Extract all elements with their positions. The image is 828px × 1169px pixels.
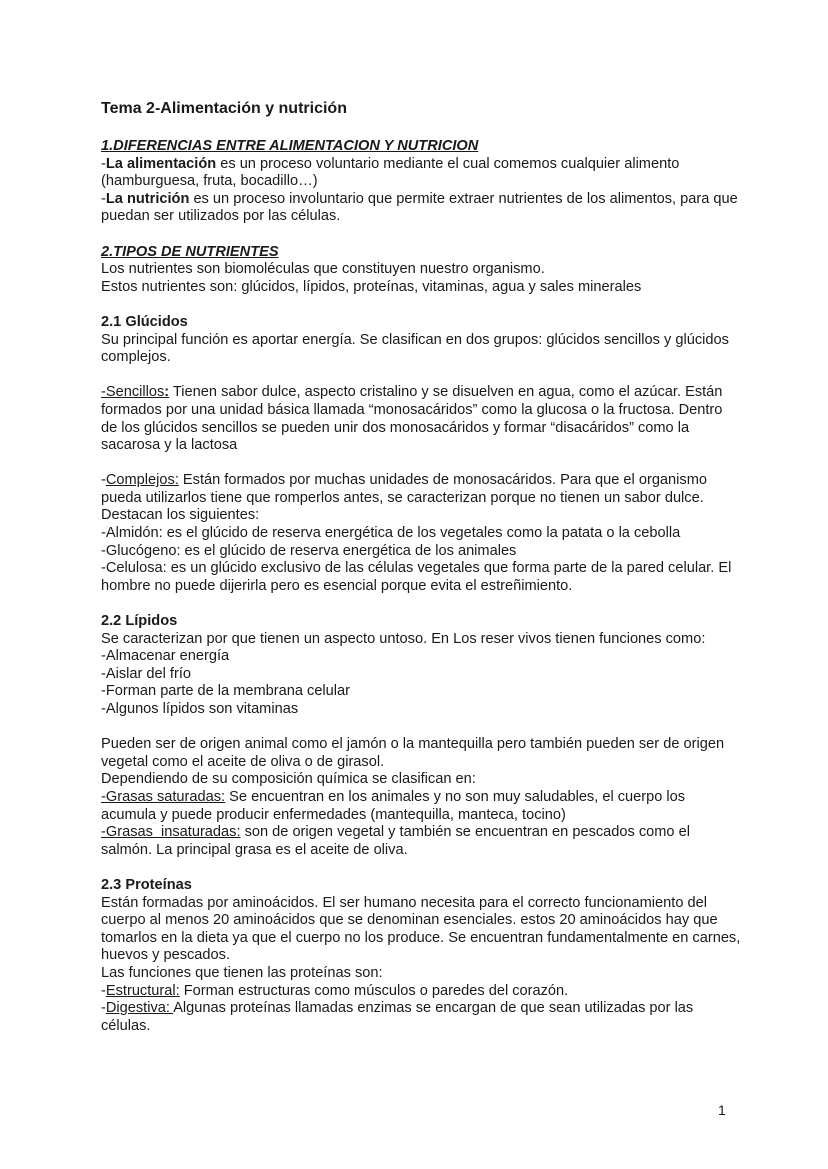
complejos-item-celulosa: -Celulosa: es un glúcido exclusivo de las células vegetales que forma parte de la pared celular. El hombre no puede dijerirla pero es esencial porque evita el estreñimiento. bbox=[101, 560, 732, 594]
lipidos-origen: Pueden ser de origen animal como el jamón o la mantequilla pero también pueden ser de origen vegetal como el aceite de oliva o de girasol. bbox=[101, 736, 725, 770]
nutricion-prefix: - bbox=[101, 190, 106, 207]
section-1-heading: 1.DIFERENCIAS ENTRE ALIMENTACION Y NUTRICION bbox=[101, 138, 479, 154]
section-2-heading: 2.TIPOS DE NUTRIENTES bbox=[101, 243, 279, 260]
digestiva-text: Algunas proteínas llamadas enzimas se encargan de que sean utilizadas por las células. bbox=[101, 1000, 694, 1034]
lipidos-funcion-item: -Aislar del frío bbox=[101, 665, 192, 682]
digestiva-label: Digestiva: bbox=[105, 1000, 174, 1017]
page-number: 1 bbox=[718, 1102, 726, 1118]
digestiva-prefix: - bbox=[101, 1000, 106, 1017]
page-title: Tema 2-Alimentación y nutrición bbox=[101, 100, 347, 117]
complejos-item-almidon: -Almidón: es el glúcido de reserva energética de los vegetales como la patata o la cebolla bbox=[101, 525, 681, 542]
proteinas-funciones-intro: Las funciones que tienen las proteínas son: bbox=[101, 964, 383, 981]
nutrientes-line-1: Los nutrientes son biomoléculas que constituyen nuestro organismo. bbox=[101, 261, 545, 278]
grasas-insaturadas-text: son de origen vegetal y también se encuentran en pescados como el salmón. La principal grasa es el aceite de oliva. bbox=[101, 824, 690, 858]
proteinas-estructural bbox=[101, 983, 741, 1001]
lipidos-funcion-item: -Algunos lípidos son vitaminas bbox=[101, 701, 299, 717]
estructural-text: Forman estructuras como músculos o paredes del corazón. bbox=[179, 982, 569, 999]
glucidos-intro: Su principal función es aportar energía. Se clasifican en dos grupos: glúcidos sencillos y glúcidos complejos. bbox=[101, 331, 729, 366]
proteinas-digestiva bbox=[101, 1000, 741, 1035]
lipidos-clasificacion: Dependiendo de su composición química se clasifican en: bbox=[101, 771, 476, 788]
nutricion-paragraph bbox=[101, 191, 741, 226]
nutrientes-line-2: Estos nutrientes son: glúcidos, lípidos, proteínas, vitaminas, agua y sales minerales bbox=[101, 278, 642, 295]
complejos-paragraph bbox=[101, 472, 741, 525]
document-body bbox=[101, 99, 741, 1035]
nutricion-text: es un proceso involuntario que permite extraer nutrientes de los alimentos, para que puedan ser utilizados por las células. bbox=[101, 190, 738, 225]
lipidos-heading: 2.2 Lípidos bbox=[101, 613, 178, 630]
sencillos-paragraph bbox=[101, 384, 741, 454]
alimentacion-prefix: - bbox=[101, 155, 106, 172]
complejos-prefix: - bbox=[101, 472, 106, 489]
glucidos-heading: 2.1 Glúcidos bbox=[101, 313, 188, 330]
lipidos-funcion-item: -Forman parte de la membrana celular bbox=[101, 683, 351, 700]
alimentacion-term: La alimentación bbox=[105, 155, 217, 172]
grasas-saturadas-label: -Grasas saturadas: bbox=[101, 788, 226, 805]
grasas-insaturadas-label: -Grasas insaturadas: bbox=[101, 824, 241, 841]
complejos-label: Complejos: bbox=[105, 472, 179, 489]
alimentacion-paragraph bbox=[101, 156, 741, 191]
sencillos-colon: : bbox=[164, 384, 170, 401]
complejos-item-glucogeno: -Glucógeno: es el glúcido de reserva energética de los animales bbox=[101, 542, 517, 559]
grasas-saturadas-text: Se encuentran en los animales y no son muy saludables, el cuerpo los acumula y puede producir enfermedades (mantequilla, manteca, tocino) bbox=[101, 788, 686, 823]
proteinas-heading: 2.3 Proteínas bbox=[101, 876, 192, 893]
grasas-saturadas-paragraph bbox=[101, 789, 741, 824]
grasas-insaturadas-paragraph bbox=[101, 824, 741, 859]
complejos-text: Están formados por muchas unidades de monosacáridos. Para que el organismo pueda utilizarlos tiene que romperlos antes, se caracterizan porque no tienen un sabor dulce. Destacan los siguientes: bbox=[101, 472, 707, 524]
lipidos-intro: Se caracterizan por que tienen un aspecto untoso. En Los reser vivos tienen funciones como: bbox=[101, 630, 706, 647]
estructural-label: Estructural: bbox=[105, 982, 180, 999]
sencillos-text: Tienen sabor dulce, aspecto cristalino y se disuelven en agua, como el azúcar. Están formados por una unidad básica llamada “monosacáridos” como la glucosa o la fructosa. Dentro de los glúcidos sencillos se pueden unir dos monosacáridos y formar “disacáridos” como la sacarosa y la lactosa bbox=[101, 384, 723, 454]
sencillos-label: -Sencillos bbox=[101, 384, 165, 401]
estructural-prefix: - bbox=[101, 982, 106, 999]
alimentacion-text: es un proceso voluntario mediante el cual comemos cualquier alimento (hamburguesa, fruta, bocadillo…) bbox=[101, 155, 680, 190]
proteinas-intro: Están formadas por aminoácidos. El ser humano necesita para el correcto funcionamiento del cuerpo al menos 20 aminoácidos que se denominan esenciales. estos 20 aminoácidos hay que tomarlos en la dieta ya que el cuerpo no los produce. Se encuentran fundamentalmente en carnes, huevos y pescados. bbox=[101, 894, 741, 964]
nutricion-term: La nutrición bbox=[105, 190, 190, 207]
lipidos-funcion-item: -Almacenar energía bbox=[101, 648, 230, 665]
